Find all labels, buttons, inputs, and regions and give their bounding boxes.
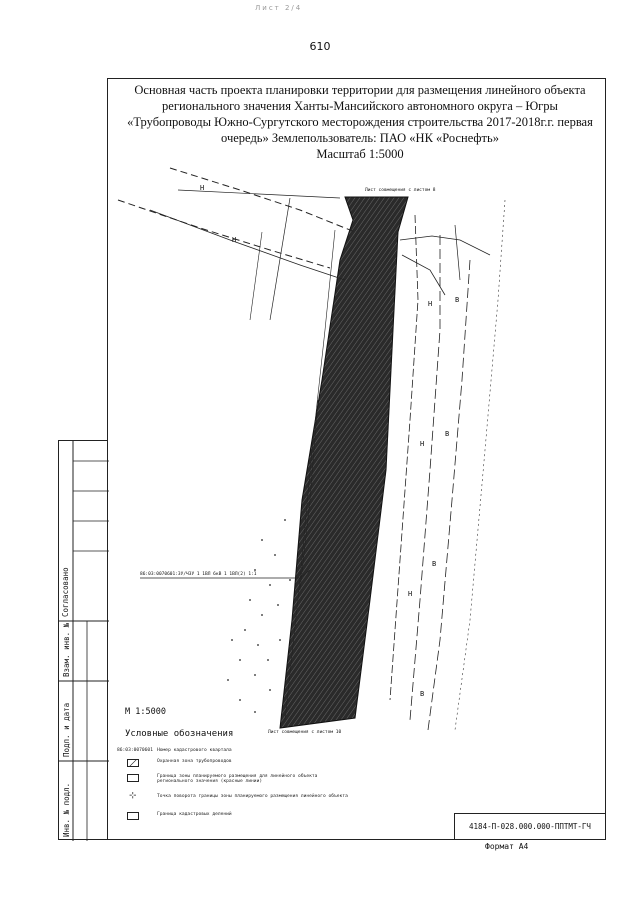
utility-line: [400, 236, 490, 255]
soglasovano-label: Согласовано: [61, 567, 70, 617]
legend-item: [117, 812, 357, 824]
line-letter-h: Н: [232, 236, 237, 244]
legend-item: [117, 759, 357, 771]
utility-line: [402, 255, 445, 295]
legend-text: Номер кадастрового квартала: [157, 748, 232, 753]
legend-sample: 86:03:0070601: [117, 748, 153, 753]
page-number: 610: [309, 40, 331, 53]
approval-side-table: [58, 440, 108, 840]
line-letter-b: В: [445, 430, 450, 438]
road-line: [150, 210, 345, 280]
line-letter-h: Н: [420, 440, 425, 448]
inv-podl-label: Инв. № подл.: [62, 782, 71, 837]
road-line: [170, 168, 355, 232]
hatch-swatch: [127, 759, 139, 767]
road-line: [118, 200, 330, 268]
line-letter-b: В: [455, 296, 460, 304]
utility-line: [428, 260, 470, 730]
title-line-1: Основная часть проекта планировки территории для размещения линейного объекта: [134, 83, 586, 97]
legend-text: Граница кадастровых делений: [157, 812, 232, 817]
line-letter-h: Н: [428, 300, 433, 308]
legend-title: Условные обозначения: [125, 729, 234, 739]
pipeline-corridor: [280, 197, 408, 728]
line-letter-b: В: [432, 560, 437, 568]
title-line-2: регионального значения Ханты-Мансийского автономного округа – Югры: [162, 99, 558, 113]
boundary-swatch: [127, 774, 139, 782]
podp-data-label: Подп. и дата: [62, 702, 71, 757]
utility-line: [410, 235, 440, 720]
legend-text: Точка поворота границы зоны планируемого размещения линейного объекта: [157, 794, 348, 799]
cadastral-swatch: [127, 812, 139, 820]
cadastral-callout: 86:03:0070601:ЗУ/ЧЗУ 1 1ВЛ 6кВ 1 1ВЛ(2) 1:1: [140, 572, 257, 577]
vzam-inv-label: Взам. инв. №: [62, 622, 71, 677]
line-letter-h: Н: [408, 590, 413, 598]
legend-text: Граница зоны планируемого размещения для линейного объекта регионального значения (красные линии): [157, 774, 318, 784]
utility-line: [455, 200, 505, 730]
legend-item: [117, 791, 357, 806]
legend-item: [117, 774, 357, 790]
title-line-5: Масштаб 1:5000: [316, 147, 404, 161]
document-code-stamp: 4184-П-028.000.000-ППТМТ-ГЧ: [454, 813, 605, 839]
legend-text: Охранная зона трубопроводов: [157, 759, 232, 764]
bottom-sheet-label: Лист совмещения с листом 10: [268, 730, 342, 735]
line-letter-b: В: [420, 690, 425, 698]
turn-point-icon: ⊹: [129, 791, 137, 801]
vegetation-dots: [227, 519, 291, 713]
line-letter-h: Н: [200, 184, 205, 192]
title-line-4: очередь» Землепользователь: ПАО «НК «Роснефть»: [221, 131, 499, 145]
top-sheet-label: Лист совмещения с листом 8: [365, 188, 436, 193]
legend: [117, 748, 357, 828]
title-line-3: «Трубопроводы Южно-Сургутского месторождения строительства 2017-2018г.г. первая: [127, 115, 593, 129]
format-label: Формат А4: [485, 842, 529, 851]
top-scribble: Лист 2/4: [255, 4, 303, 12]
scale-label: М 1:5000: [125, 707, 166, 717]
